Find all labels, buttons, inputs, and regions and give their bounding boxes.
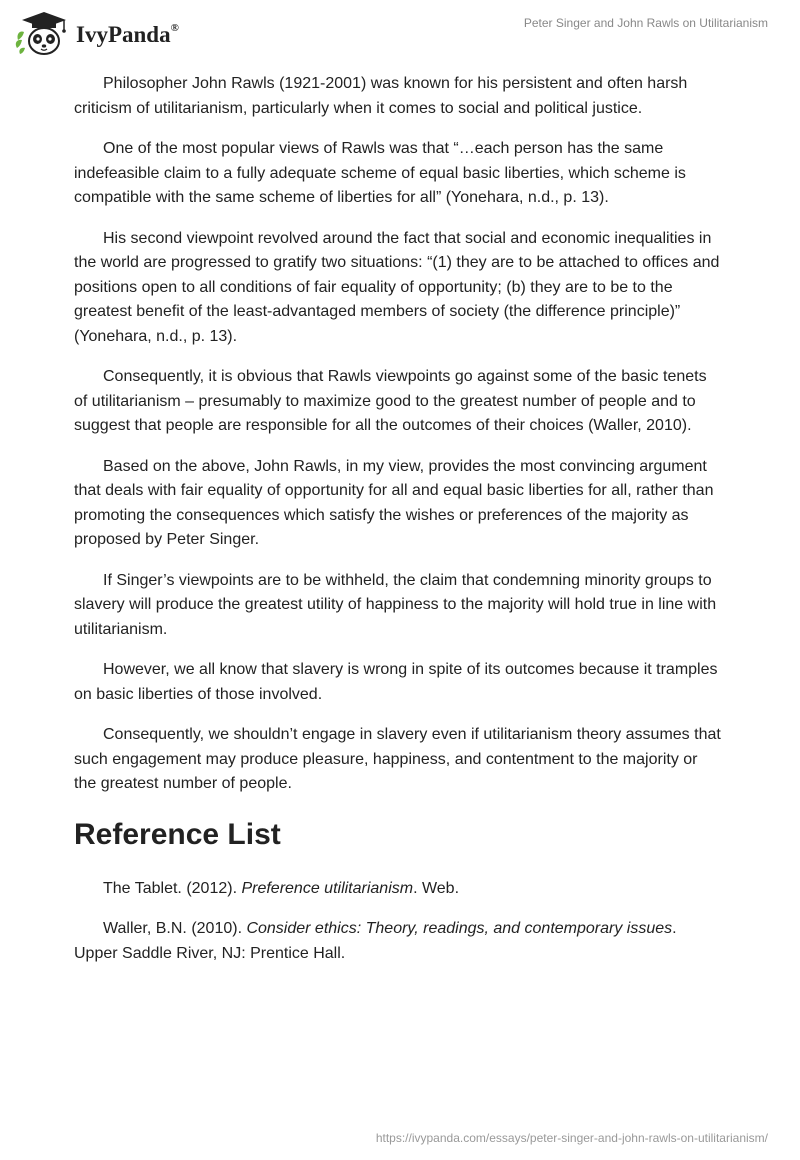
paragraph: Philosopher John Rawls (1921-2001) was known for his persistent and often harsh criticism of utilitarianism, particularly when it comes to social and political justice. [74, 75, 688, 117]
paragraph: His second viewpoint revolved around the fact that social and economic inequalities in the world are progressed to gratify two situations: “(1) they are to be attached to offices and positions open to all conditions of fair equality of opportunity; (b) they are to be to the greatest benefit of the least-advantaged members of society (the difference principle)” (Yonehara, n.d., p. 13). [74, 229, 720, 345]
footer-url-link[interactable]: https://ivypanda.com/essays/peter-singer-and-john-rawls-on-utilitarianism/ [375, 1131, 768, 1145]
paragraph: If Singer’s viewpoints are to be withheld, the claim that condemning minority groups to slavery will produce the greatest utility of happiness to the majority will hold true in line with utilitarianism. [74, 571, 717, 638]
reference-item: Waller, B.N. (2010). Consider ethics: Theory, readings, and contemporary issues. Upper Saddle River, NJ: Prentice Hall. [74, 920, 677, 962]
essay-body [74, 72, 724, 982]
paragraph: One of the most popular views of Rawls was that “…each person has the same indefeasible claim to a fully adequate scheme of equal basic liberties, which scheme is compatible with the same scheme of liberties for all” (Yonehara, n.d., p. 13). [74, 140, 686, 206]
ivypanda-logo[interactable] [14, 8, 179, 60]
logo-text: IvyPanda® [76, 22, 179, 47]
paragraph: Consequently, we shouldn’t engage in slavery even if utilitarianism theory assumes that such engagement may produce pleasure, happiness, and contentment to the majority or the greatest number of people. [74, 726, 721, 792]
reference-item: The Tablet. (2012). Preference utilitarianism. Web. [103, 879, 460, 897]
page-header [0, 0, 800, 70]
reference-list-heading: Reference List [74, 817, 281, 851]
paragraph: Based on the above, John Rawls, in my view, provides the most convincing argument that deals with fair equality of opportunity for all and equal basic liberties for all, rather than promoting the consequences which satisfy the wishes or preferences of the majority as proposed by Peter Singer. [74, 457, 714, 548]
document-title: Peter Singer and John Rawls on Utilitarianism [523, 16, 768, 30]
panda-graduate-icon [14, 10, 70, 58]
paragraph: Consequently, it is obvious that Rawls viewpoints go against some of the basic tenets of utilitarianism – presumably to maximize good to the greatest number of people and to suggest that people are responsible for all the outcomes of their choices (Waller, 2010). [74, 368, 707, 434]
paragraph: However, we all know that slavery is wrong in spite of its outcomes because it tramples on basic liberties of those involved. [74, 661, 718, 703]
